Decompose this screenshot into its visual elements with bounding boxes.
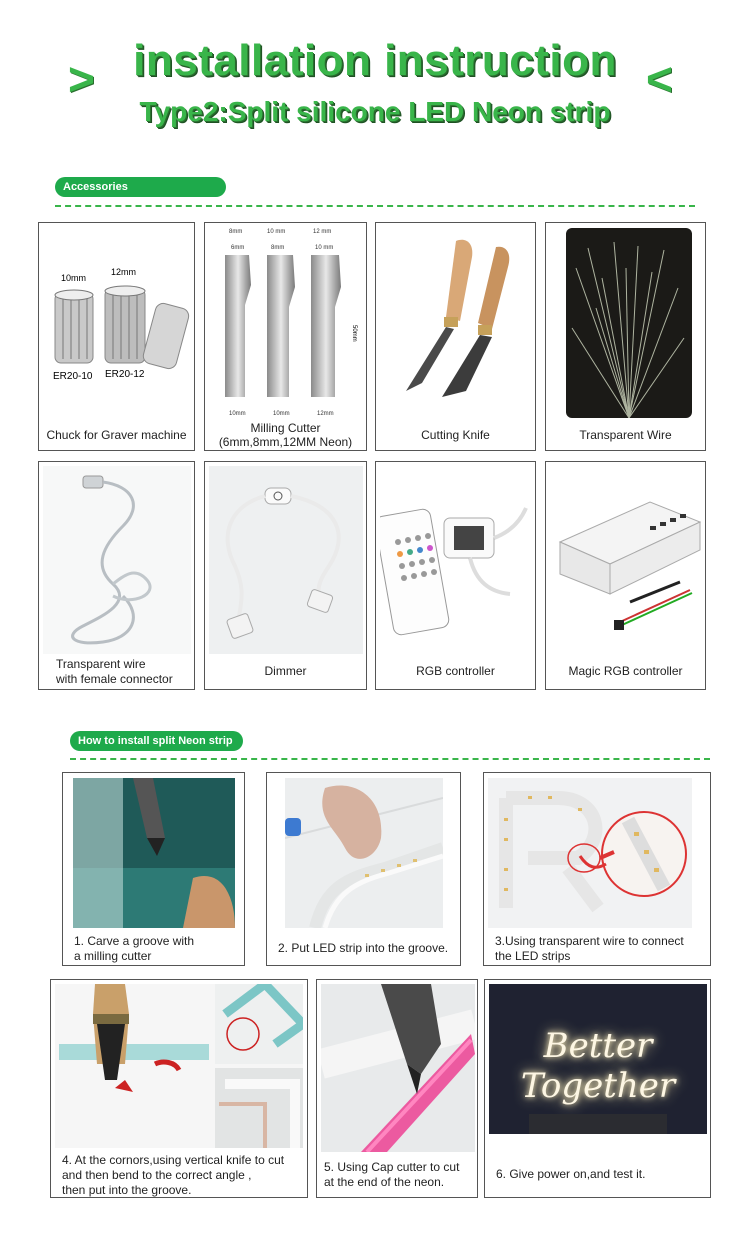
step-caption-line3: then put into the groove.	[62, 1183, 192, 1197]
cutter-label: 8mm	[229, 229, 243, 235]
step-6-image	[489, 984, 707, 1134]
accessory-caption: Transparent Wire	[579, 428, 672, 442]
accessory-card-milling-cutter	[204, 222, 367, 451]
accessory-card-rgb-controller	[375, 461, 536, 690]
accessory-card-dimmer	[204, 461, 367, 690]
page-title: installation instruction	[133, 36, 617, 85]
chuck-image	[45, 265, 190, 385]
cutter-label: 12 mm	[313, 229, 332, 235]
neon-sign-text: Better Together	[520, 1026, 676, 1106]
right-arrow: <	[646, 53, 673, 105]
step-caption-line2: a milling cutter	[74, 949, 152, 963]
section-divider	[70, 758, 710, 760]
accessory-caption: Chuck for Graver machine	[46, 428, 187, 442]
step-2-image	[285, 778, 443, 928]
rgb-controller-image	[380, 482, 532, 642]
step-caption-line1: 5. Using Cap cutter to cut	[324, 1160, 460, 1174]
cutter-label: 6mm	[231, 245, 245, 251]
step-card-4	[50, 979, 308, 1198]
chuck-label-er20-10: ER20-10	[53, 371, 93, 382]
step-5-image	[321, 984, 475, 1152]
step-caption-line1: 3.Using transparent wire to connect	[495, 934, 684, 948]
step-card-1	[62, 772, 245, 966]
accessory-caption: Dimmer	[264, 664, 307, 678]
chuck-label-er20-12: ER20-12	[105, 369, 145, 380]
accessory-card-transparent-wire	[545, 222, 706, 451]
step-caption-line2: and then bend to the correct angle ,	[62, 1168, 252, 1182]
wire-connector-image	[43, 466, 191, 654]
step-4-image	[55, 984, 303, 1148]
accessory-caption: Cutting Knife	[421, 428, 490, 442]
accessory-card-magic-rgb-controller	[545, 461, 706, 690]
cutter-label: 10mm	[273, 411, 290, 417]
step-caption-line1: 1. Carve a groove with	[74, 934, 195, 948]
transparent-wire-image	[566, 228, 692, 418]
section-divider	[55, 205, 695, 207]
left-arrow: >	[68, 53, 95, 105]
step-caption-line1: 6. Give power on,and test it.	[496, 1167, 646, 1181]
step-caption-line1: 4. At the cornors,using vertical knife to cut	[62, 1153, 285, 1167]
accessory-card-cutting-knife	[375, 222, 536, 451]
howto-heading: How to install split Neon strip	[70, 731, 243, 751]
milling-cutter-image	[211, 225, 361, 420]
accessory-caption-line1: Milling Cutter	[250, 421, 321, 435]
chuck-label-12mm: 12mm	[111, 267, 137, 277]
page-subtitle: Type2:Split silicone LED Neon strip	[139, 96, 611, 127]
cutter-length-label: 50mm	[351, 325, 357, 342]
cutting-knife-image	[396, 233, 521, 413]
step-1-image	[73, 778, 235, 928]
dimmer-image	[209, 466, 363, 654]
step-card-2	[266, 772, 461, 966]
step-card-5	[316, 979, 478, 1198]
step-caption-line2: the LED strips	[495, 949, 571, 963]
step-caption-line2: at the end of the neon.	[324, 1175, 445, 1189]
accessory-caption: Magic RGB controller	[568, 664, 683, 678]
cutter-label: 10 mm	[267, 229, 286, 235]
cutter-label: 10 mm	[315, 245, 334, 251]
accessory-caption-line2: (6mm,8mm,12MM Neon)	[218, 435, 353, 449]
accessory-caption-line2: with female connector	[56, 672, 173, 686]
step-card-3	[483, 772, 711, 966]
magic-rgb-controller-image	[550, 482, 702, 642]
accessory-card-wire-connector	[38, 461, 195, 690]
cutter-label: 12mm	[317, 411, 334, 417]
step-caption-line1: 2. Put LED strip into the groove.	[278, 941, 449, 955]
chuck-label-10mm: 10mm	[61, 273, 87, 283]
step-card-6	[484, 979, 711, 1198]
accessory-card-chuck	[38, 222, 195, 451]
cutter-label: 8mm	[271, 245, 285, 251]
cutter-label: 10mm	[229, 411, 246, 417]
accessories-heading: Accessories	[55, 177, 226, 197]
step-3-image	[488, 778, 692, 928]
accessory-caption: RGB controller	[416, 664, 495, 678]
accessory-caption-line1: Transparent wire	[56, 657, 146, 671]
